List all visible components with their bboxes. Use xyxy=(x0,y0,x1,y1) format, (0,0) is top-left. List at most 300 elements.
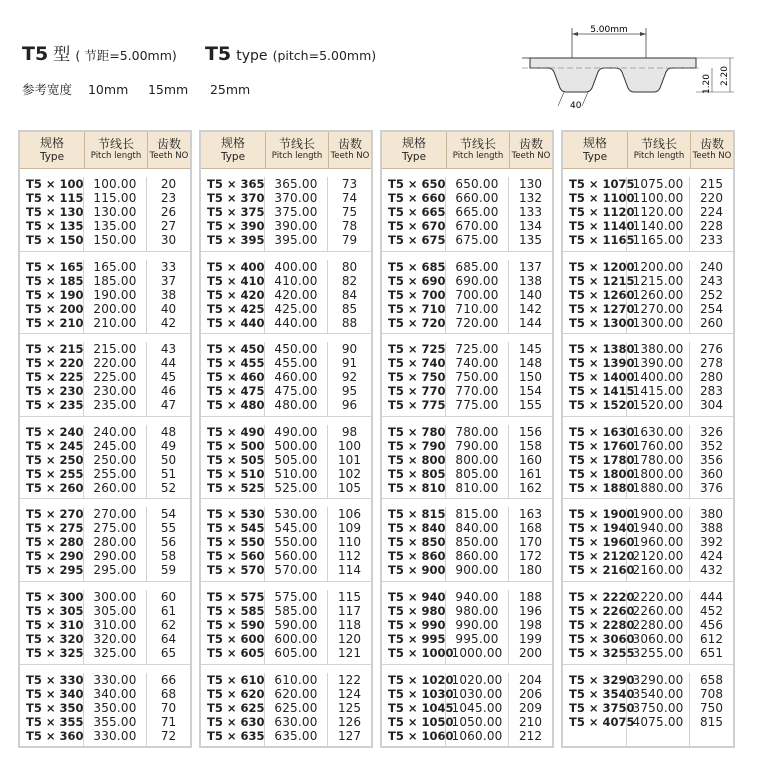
pitch-length-cell: 365.00 xyxy=(274,177,318,191)
row-group xyxy=(201,499,371,582)
teeth-cell: 88 xyxy=(341,315,358,330)
teeth-cell: 95 xyxy=(341,384,358,399)
type-cell: T5 × 860 xyxy=(388,549,446,564)
type-column xyxy=(201,177,265,251)
type-cell: T5 × 1045 xyxy=(388,700,454,715)
angle-label: 40 xyxy=(570,101,582,111)
pitch-length-cell: 1165.00 xyxy=(632,233,684,247)
type-cell: T5 × 1020 xyxy=(388,672,454,687)
type-cell: T5 × 815 xyxy=(388,507,446,522)
title-en: type xyxy=(236,48,268,64)
pitch-length-cell: 1100.00 xyxy=(632,191,684,205)
teeth-cell: 78 xyxy=(341,219,358,233)
header-spec-zh: 规格 xyxy=(582,136,607,151)
type-cell: T5 × 600 xyxy=(207,631,265,646)
pitch-length-column xyxy=(446,590,509,664)
teeth-cell: 168 xyxy=(519,521,542,536)
pitch-length-cell: 460.00 xyxy=(274,370,318,385)
type-column xyxy=(201,507,265,581)
type-cell: T5 × 200 xyxy=(26,301,84,316)
type-cell: T5 × 355 xyxy=(26,714,84,729)
teeth-cell: 117 xyxy=(338,603,361,618)
row-group xyxy=(563,334,733,417)
pitch-length-cell: 1760.00 xyxy=(632,438,684,453)
teeth-cell: 105 xyxy=(338,480,361,495)
type-cell: T5 × 1200 xyxy=(569,259,635,274)
type-cell: T5 × 475 xyxy=(207,384,265,399)
pitch-length-cell: 425.00 xyxy=(274,301,318,316)
pitch-length-cell: 150.00 xyxy=(93,233,137,247)
pitch-length-column xyxy=(265,177,328,251)
pitch-length-cell: 390.00 xyxy=(274,219,318,233)
teeth-cell: 101 xyxy=(338,452,361,467)
type-cell: T5 × 2280 xyxy=(569,617,635,632)
teeth-cell: 115 xyxy=(338,589,361,604)
teeth-cell: 140 xyxy=(519,287,542,302)
type-cell: T5 × 585 xyxy=(207,603,265,618)
teeth-cell: 120 xyxy=(338,631,361,646)
type-cell: T5 × 275 xyxy=(26,521,84,536)
type-column xyxy=(382,260,446,334)
pitch-length-cell: 2120.00 xyxy=(632,549,684,564)
teeth-cell: 73 xyxy=(341,177,358,191)
type-cell: T5 × 1400 xyxy=(569,370,635,385)
teeth-cell: 376 xyxy=(700,480,723,495)
type-column xyxy=(201,425,265,499)
teeth-cell: 118 xyxy=(338,617,361,632)
pitch-length-column xyxy=(84,342,147,416)
teeth-cell: 20 xyxy=(160,177,177,191)
type-cell: T5 × 3540 xyxy=(569,686,635,701)
type-cell: T5 × 305 xyxy=(26,603,84,618)
row-group xyxy=(563,665,733,748)
teeth-cell: 91 xyxy=(341,356,358,371)
pitch-length-cell: 1300.00 xyxy=(632,315,684,330)
header-spec xyxy=(382,132,447,168)
type-cell: T5 × 2160 xyxy=(569,563,635,578)
reference-width-row xyxy=(22,80,250,98)
type-column xyxy=(563,589,635,664)
pitch-length-column xyxy=(446,260,509,334)
row-group xyxy=(382,169,552,252)
pitch-length-cell: 310.00 xyxy=(93,617,137,632)
type-cell: T5 × 1900 xyxy=(569,507,635,522)
teeth-cell: 380 xyxy=(700,507,723,522)
pitch-length-cell: 550.00 xyxy=(274,535,318,550)
teeth-column xyxy=(509,425,552,499)
teeth-cell: 392 xyxy=(700,535,723,550)
teeth-column xyxy=(328,590,371,664)
row-group xyxy=(563,417,733,500)
teeth-cell: 59 xyxy=(160,563,177,578)
pitch-length-cell: 280.00 xyxy=(93,535,137,550)
teeth-cell: 100 xyxy=(338,438,361,453)
type-cell: T5 × 1120 xyxy=(569,205,635,219)
pitch-length-cell: 600.00 xyxy=(274,631,318,646)
pitch-length-column xyxy=(265,507,328,581)
row-group xyxy=(563,169,733,252)
type-cell: T5 × 375 xyxy=(207,205,265,219)
row-group xyxy=(201,252,371,335)
teeth-cell: 356 xyxy=(700,452,723,467)
pitch-length-column xyxy=(84,260,147,334)
teeth-cell: 47 xyxy=(160,398,177,413)
teeth-cell: 56 xyxy=(160,535,177,550)
pitch-length-cell: 340.00 xyxy=(93,686,137,701)
header-pitch-zh: 节线长 xyxy=(459,137,496,152)
type-cell: T5 × 1060 xyxy=(388,728,454,743)
type-cell: T5 × 2120 xyxy=(569,549,635,564)
type-cell: T5 × 245 xyxy=(26,438,84,453)
pitch-length-cell: 1780.00 xyxy=(632,452,684,467)
row-group xyxy=(20,582,190,665)
type-cell: T5 × 1100 xyxy=(569,191,635,205)
pitch-length-cell: 4075.00 xyxy=(632,714,684,729)
teeth-cell: 158 xyxy=(519,438,542,453)
type-cell: T5 × 570 xyxy=(207,563,265,578)
teeth-column xyxy=(147,260,190,334)
type-cell: T5 × 300 xyxy=(26,589,84,604)
pitch-length-cell: 690.00 xyxy=(455,273,499,288)
teeth-cell: 109 xyxy=(338,521,361,536)
teeth-cell: 162 xyxy=(519,480,542,495)
type-cell: T5 × 215 xyxy=(26,342,84,357)
header-teeth xyxy=(691,132,733,168)
pitch-length-cell: 510.00 xyxy=(274,466,318,481)
pitch-length-cell: 135.00 xyxy=(93,219,137,233)
pitch-length-cell: 545.00 xyxy=(274,521,318,536)
pitch-length-cell: 665.00 xyxy=(455,205,499,219)
pitch-length-cell: 1400.00 xyxy=(632,370,684,385)
type-cell: T5 × 255 xyxy=(26,466,84,481)
header-spec-en: Type xyxy=(39,150,65,163)
width-10: 10mm xyxy=(87,82,129,97)
type-cell: T5 × 995 xyxy=(388,631,446,646)
teeth-cell: 352 xyxy=(700,438,723,453)
type-cell: T5 × 665 xyxy=(388,205,446,219)
type-cell: T5 × 220 xyxy=(26,356,84,371)
pitch-length-column xyxy=(627,260,690,334)
row-group xyxy=(20,417,190,500)
type-cell: T5 × 990 xyxy=(388,617,446,632)
pitch-length-column xyxy=(446,673,509,748)
pitch-length-cell: 1880.00 xyxy=(632,480,684,495)
type-column xyxy=(20,673,84,748)
teeth-cell: 196 xyxy=(519,603,542,618)
header-spec-en: Type xyxy=(220,150,246,163)
pitch-length-cell: 500.00 xyxy=(274,438,318,453)
teeth-cell: 212 xyxy=(519,728,542,743)
pitch-length-cell: 710.00 xyxy=(455,301,499,316)
type-cell: T5 × 1000 xyxy=(388,645,454,660)
header-pitch-zh: 节线长 xyxy=(640,137,677,152)
teeth-cell: 124 xyxy=(338,686,361,701)
pitch-length-cell: 525.00 xyxy=(274,480,318,495)
teeth-cell: 38 xyxy=(160,287,177,302)
type-cell: T5 × 190 xyxy=(26,287,84,302)
teeth-cell: 326 xyxy=(700,424,723,439)
pitch-length-cell: 275.00 xyxy=(93,521,137,536)
pitch-length-cell: 605.00 xyxy=(274,645,318,660)
teeth-cell: 276 xyxy=(700,342,723,357)
teeth-cell: 150 xyxy=(519,370,542,385)
width-25: 25mm xyxy=(209,82,251,97)
teeth-cell: 233 xyxy=(700,233,723,247)
type-cell: T5 × 410 xyxy=(207,273,265,288)
pitch-length-cell: 720.00 xyxy=(455,315,499,330)
teeth-cell: 388 xyxy=(700,521,723,536)
pitch-length-column xyxy=(84,177,147,251)
teeth-cell: 206 xyxy=(519,686,542,701)
pitch-length-cell: 700.00 xyxy=(455,287,499,302)
header-pitch xyxy=(266,132,329,168)
header-teeth-en: Teeth NO xyxy=(149,151,189,162)
pitch-length-cell: 1270.00 xyxy=(632,301,684,316)
type-cell: T5 × 3255 xyxy=(569,645,635,660)
row-group xyxy=(382,582,552,665)
type-cell: T5 × 1260 xyxy=(569,287,635,302)
teeth-cell: 33 xyxy=(160,259,177,274)
teeth-cell: 137 xyxy=(519,259,542,274)
pitch-length-cell: 620.00 xyxy=(274,686,318,701)
teeth-cell: 46 xyxy=(160,384,177,399)
pitch-length-cell: 2220.00 xyxy=(632,589,684,604)
teeth-cell: 70 xyxy=(160,700,177,715)
type-cell: T5 × 1415 xyxy=(569,384,635,399)
row-group xyxy=(201,665,371,748)
teeth-cell: 102 xyxy=(338,466,361,481)
teeth-column xyxy=(509,590,552,664)
teeth-cell: 61 xyxy=(160,603,177,618)
pitch-length-cell: 3060.00 xyxy=(632,631,684,646)
type-column xyxy=(20,260,84,334)
pitch-length-cell: 900.00 xyxy=(455,563,499,578)
header-pitch xyxy=(85,132,148,168)
teeth-cell: 72 xyxy=(160,728,177,743)
teeth-cell: 130 xyxy=(519,177,542,191)
pitch-length-cell: 770.00 xyxy=(455,384,499,399)
type-cell: T5 × 660 xyxy=(388,191,446,205)
teeth-column xyxy=(147,177,190,251)
pitch-length-cell: 575.00 xyxy=(274,589,318,604)
pitch-length-cell: 165.00 xyxy=(93,259,137,274)
teeth-cell: 96 xyxy=(341,398,358,413)
teeth-cell: 612 xyxy=(700,631,723,646)
teeth-cell: 60 xyxy=(160,589,177,604)
teeth-cell: 260 xyxy=(700,315,723,330)
pitch-length-cell: 400.00 xyxy=(274,259,318,274)
teeth-cell: 106 xyxy=(338,507,361,522)
teeth-cell: 52 xyxy=(160,480,177,495)
teeth-cell: 30 xyxy=(160,233,177,247)
pitch-length-cell: 995.00 xyxy=(455,631,499,646)
teeth-column xyxy=(690,177,733,251)
pitch-length-cell: 810.00 xyxy=(455,480,499,495)
teeth-cell: 92 xyxy=(341,370,358,385)
teeth-cell: 160 xyxy=(519,452,542,467)
type-cell: T5 × 150 xyxy=(26,233,84,247)
pitch-length-cell: 1215.00 xyxy=(632,273,684,288)
type-cell: T5 × 610 xyxy=(207,672,265,687)
header-teeth-en: Teeth NO xyxy=(330,151,370,162)
pitch-length-cell: 1960.00 xyxy=(632,535,684,550)
pitch-length-column xyxy=(265,590,328,664)
type-cell: T5 × 1940 xyxy=(569,521,635,536)
type-cell: T5 × 240 xyxy=(26,424,84,439)
type-cell: T5 × 940 xyxy=(388,589,446,604)
type-cell: T5 × 530 xyxy=(207,507,265,522)
pitch-length-cell: 780.00 xyxy=(455,424,499,439)
type-column xyxy=(563,259,635,334)
teeth-cell: 283 xyxy=(700,384,723,399)
type-column xyxy=(382,507,446,581)
pitch-length-cell: 675.00 xyxy=(455,233,499,247)
header-pitch-zh: 节线长 xyxy=(278,137,315,152)
pitch-length-cell: 1390.00 xyxy=(632,356,684,371)
pitch-length-cell: 740.00 xyxy=(455,356,499,371)
teeth-cell: 37 xyxy=(160,273,177,288)
teeth-cell: 27 xyxy=(160,219,177,233)
teeth-cell: 74 xyxy=(341,191,358,205)
teeth-cell: 170 xyxy=(519,535,542,550)
pitch-length-cell: 1260.00 xyxy=(632,287,684,302)
header-teeth-zh: 齿数 xyxy=(337,137,362,152)
teeth-cell: 132 xyxy=(519,191,542,205)
type-cell: T5 × 395 xyxy=(207,233,265,247)
teeth-cell: 75 xyxy=(341,205,358,219)
teeth-cell: 360 xyxy=(700,466,723,481)
pitch-length-cell: 245.00 xyxy=(93,438,137,453)
type-column xyxy=(563,672,635,748)
pitch-length-cell: 1020.00 xyxy=(451,672,503,687)
pitch-length-cell: 1415.00 xyxy=(632,384,684,399)
row-group xyxy=(20,252,190,335)
pitch-length-cell: 1060.00 xyxy=(451,728,503,743)
pitch-length-cell: 3255.00 xyxy=(632,645,684,660)
pitch-length-cell: 1380.00 xyxy=(632,342,684,357)
width-label: 参考宽度 xyxy=(22,82,73,97)
type-cell: T5 × 2220 xyxy=(569,589,635,604)
type-cell: T5 × 3290 xyxy=(569,672,635,687)
pitch-length-cell: 940.00 xyxy=(455,589,499,604)
pitch-length-cell: 210.00 xyxy=(93,315,137,330)
pitch-length-column xyxy=(446,177,509,251)
pitch-length-column xyxy=(265,260,328,334)
type-cell: T5 × 260 xyxy=(26,480,84,495)
row-group xyxy=(563,252,733,335)
type-cell: T5 × 635 xyxy=(207,728,265,743)
tooth-profile-diagram xyxy=(512,24,752,120)
pitch-length-cell: 475.00 xyxy=(274,384,318,399)
row-group xyxy=(20,334,190,417)
type-cell: T5 × 420 xyxy=(207,287,265,302)
teeth-cell: 240 xyxy=(700,259,723,274)
type-column xyxy=(382,672,454,748)
header-spec xyxy=(201,132,266,168)
row-group xyxy=(382,499,552,582)
type-cell: T5 × 1780 xyxy=(569,452,635,467)
teeth-cell: 23 xyxy=(160,191,177,205)
pitch-length-cell: 630.00 xyxy=(274,714,318,729)
height-small-label: 1.20 xyxy=(702,73,712,95)
pitch-length-cell: 455.00 xyxy=(274,356,318,371)
type-cell: T5 × 3750 xyxy=(569,700,635,715)
pitch-length-cell: 1050.00 xyxy=(451,714,503,729)
teeth-cell: 42 xyxy=(160,315,177,330)
type-cell: T5 × 630 xyxy=(207,714,265,729)
pitch-length-cell: 560.00 xyxy=(274,549,318,564)
teeth-cell: 98 xyxy=(341,424,358,439)
type-cell: T5 × 650 xyxy=(388,177,446,191)
pitch-length-cell: 2260.00 xyxy=(632,603,684,618)
type-cell: T5 × 210 xyxy=(26,315,84,330)
pitch-length-cell: 235.00 xyxy=(93,398,137,413)
type-cell: T5 × 510 xyxy=(207,466,265,481)
pitch-length-column xyxy=(84,425,147,499)
teeth-column xyxy=(690,342,733,416)
pitch-length-cell: 750.00 xyxy=(455,370,499,385)
teeth-cell: 252 xyxy=(700,287,723,302)
teeth-cell: 154 xyxy=(519,384,542,399)
pitch-length-cell: 225.00 xyxy=(93,370,137,385)
teeth-cell: 432 xyxy=(700,563,723,578)
teeth-cell: 210 xyxy=(519,714,542,729)
pitch-length-cell: 330.00 xyxy=(93,728,137,743)
header-spec-zh: 规格 xyxy=(401,136,426,151)
type-cell: T5 × 545 xyxy=(207,521,265,536)
teeth-cell: 79 xyxy=(341,233,358,247)
teeth-cell: 80 xyxy=(341,259,358,274)
teeth-cell: 90 xyxy=(341,342,358,357)
type-cell: T5 × 1300 xyxy=(569,315,635,330)
teeth-cell: 82 xyxy=(341,273,358,288)
row-group xyxy=(201,582,371,665)
type-cell: T5 × 590 xyxy=(207,617,265,632)
type-cell: T5 × 550 xyxy=(207,535,265,550)
teeth-column xyxy=(328,425,371,499)
teeth-column xyxy=(690,507,733,581)
type-cell: T5 × 1165 xyxy=(569,233,635,247)
teeth-column xyxy=(328,507,371,581)
teeth-column xyxy=(509,507,552,581)
type-cell: T5 × 165 xyxy=(26,259,84,274)
teeth-column xyxy=(509,673,552,748)
header-spec-zh: 规格 xyxy=(39,136,64,151)
type-cell: T5 × 280 xyxy=(26,535,84,550)
pitch-length-cell: 1075.00 xyxy=(632,177,684,191)
pitch-length-cell: 585.00 xyxy=(274,603,318,618)
type-cell: T5 × 670 xyxy=(388,219,446,233)
belt-profile-shape xyxy=(530,58,696,92)
type-cell: T5 × 450 xyxy=(207,342,265,357)
header-teeth xyxy=(148,132,190,168)
pitch-length-cell: 570.00 xyxy=(274,563,318,578)
pitch-length-cell: 305.00 xyxy=(93,603,137,618)
teeth-cell: 156 xyxy=(519,424,542,439)
type-column xyxy=(20,507,84,581)
type-cell: T5 × 400 xyxy=(207,259,265,274)
teeth-cell: 134 xyxy=(519,219,542,233)
pitch-length-cell: 3750.00 xyxy=(632,700,684,715)
teeth-column xyxy=(147,673,190,748)
teeth-cell: 127 xyxy=(338,728,361,743)
pitch-length-column xyxy=(84,673,147,748)
pitch-length-cell: 1045.00 xyxy=(451,700,503,715)
type-cell: T5 × 1030 xyxy=(388,686,454,701)
type-cell: T5 × 775 xyxy=(388,398,446,413)
teeth-cell: 114 xyxy=(338,563,361,578)
teeth-cell: 45 xyxy=(160,370,177,385)
